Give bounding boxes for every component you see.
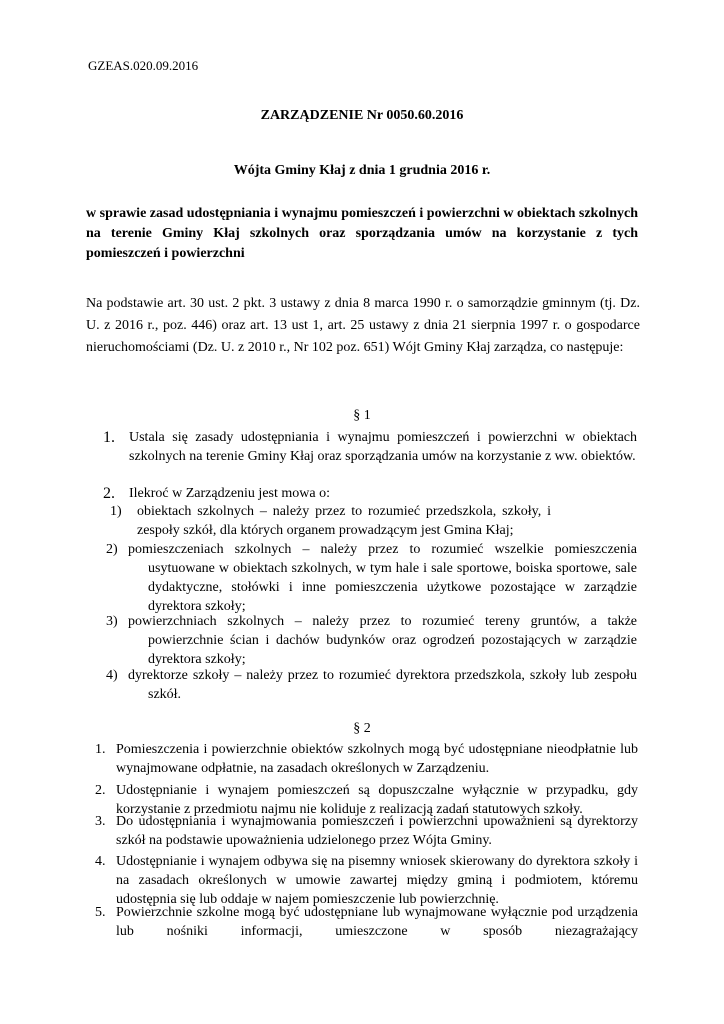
section-1-heading: § 1 <box>353 408 371 423</box>
definition-2-number: 2) <box>106 542 118 557</box>
definition-3-text: powierzchniach szkolnych – należy przez to rozumieć tereny gruntów, a także powierzchnie ścian i dachów budynków oraz ogrodzeń pozostających w zarządzie dyrektora szkoły; <box>128 614 637 667</box>
section-2-heading: § 2 <box>353 721 371 736</box>
definition-4-text: dyrektorze szkoły – należy przez to rozumieć dyrektora przedszkola, szkoły lub zespołu szkół. <box>128 668 637 702</box>
document-subject: w sprawie zasad udostępniania i wynajmu pomieszczeń i powierzchni w obiektach szkolnych na terenie Gminy Kłaj szkolnych oraz sporządzania umów na korzystanie z tych pomieszczeń i powierzchni <box>86 206 638 261</box>
section-2-item-1-text: Pomieszczenia i powierzchnie obiektów szkolnych mogą być udostępniane nieodpłatnie lub wynajmowane odpłatnie, na zasadach określonych w Zarządzeniu. <box>116 742 638 776</box>
section-2-item-4-number: 4. <box>95 854 106 869</box>
section-2-item-2-number: 2. <box>95 783 106 798</box>
document-subtitle: Wójta Gminy Kłaj z dnia 1 grudnia 2016 r. <box>233 163 491 178</box>
definition-3-number: 3) <box>106 614 118 629</box>
section-1-item-2-number: 2. <box>103 485 115 502</box>
definition-2-text: pomieszczeniach szkolnych – należy przez to rozumieć wszelkie pomieszczenia usytuowane w obiektach szkolnych, w tym hale i sale sportowe, boiska sportowe, sale dydaktyczne, stołówki i inne pomieszczenia użytkowe pozostające w zarządzie dyrektora szkoły; <box>128 542 637 614</box>
section-2-item-1-number: 1. <box>95 742 106 757</box>
section-1-item-2-text: Ilekroć w Zarządzeniu jest mowa o: <box>129 486 330 501</box>
definition-4-number: 4) <box>106 668 118 683</box>
section-1-item-1-text: Ustala się zasady udostępniania i wynajmu pomieszczeń i powierzchni w obiektach szkolnych na terenie Gminy Kłaj oraz sporządzania umów na korzystanie z ww. obiektów. <box>129 430 637 464</box>
legal-basis-paragraph: Na podstawie art. 30 ust. 2 pkt. 3 ustawy z dnia 8 marca 1990 r. o samorządzie gminnym (tj. Dz. U. z 2016 r., poz. 446) oraz art. 13 ust 1, art. 25 ustawy z dnia 21 sierpnia 1997 r. o gospodarce nieruchomościami (Dz. U. z 2010 r., Nr 102 poz. 651) Wójt Gminy Kłaj zarządza, co następuje: <box>86 296 640 355</box>
section-2-item-4-text: Udostępnianie i wynajem odbywa się na pisemny wniosek skierowany do dyrektora szkoły i na zasadach określonych w umowie zawartej między gminą i podmiotem, któremu udostępnia się lub oddaje w najem pomieszczenie lub powierzchnię. <box>116 854 638 907</box>
section-2-item-3-text: Do udostępniania i wynajmowania pomieszczeń i powierzchni upoważnieni są dyrektorzy szkół na podstawie upoważnienia udzielonego przez Wójta Gminy. <box>116 814 638 848</box>
definition-1-text: obiektach szkolnych – należy przez to rozumieć przedszkola, szkoły, i zespoły szkół, dla których organem prowadzącym jest Gmina Kłaj; <box>137 504 551 538</box>
definition-1-number: 1) <box>110 504 122 519</box>
section-2-item-3-number: 3. <box>95 814 106 829</box>
document-reference: GZEAS.020.09.2016 <box>88 58 199 73</box>
section-2-item-2-text: Udostępnianie i wynajem pomieszczeń są dopuszczalne wyłącznie w przypadku, gdy korzystanie z przedmiotu najmu nie koliduje z realizacją zadań statutowych szkoły. <box>116 783 638 817</box>
document-title: ZARZĄDZENIE Nr 0050.60.2016 <box>260 108 464 123</box>
section-2-item-5-number: 5. <box>95 905 106 920</box>
section-1-item-1-number: 1. <box>103 429 115 446</box>
section-2-item-5-text: Powierzchnie szkolne mogą być udostępniane lub wynajmowane wyłącznie pod urządzenia lub nośniki informacji, umieszczone w sposób niezagrażający <box>116 905 638 939</box>
